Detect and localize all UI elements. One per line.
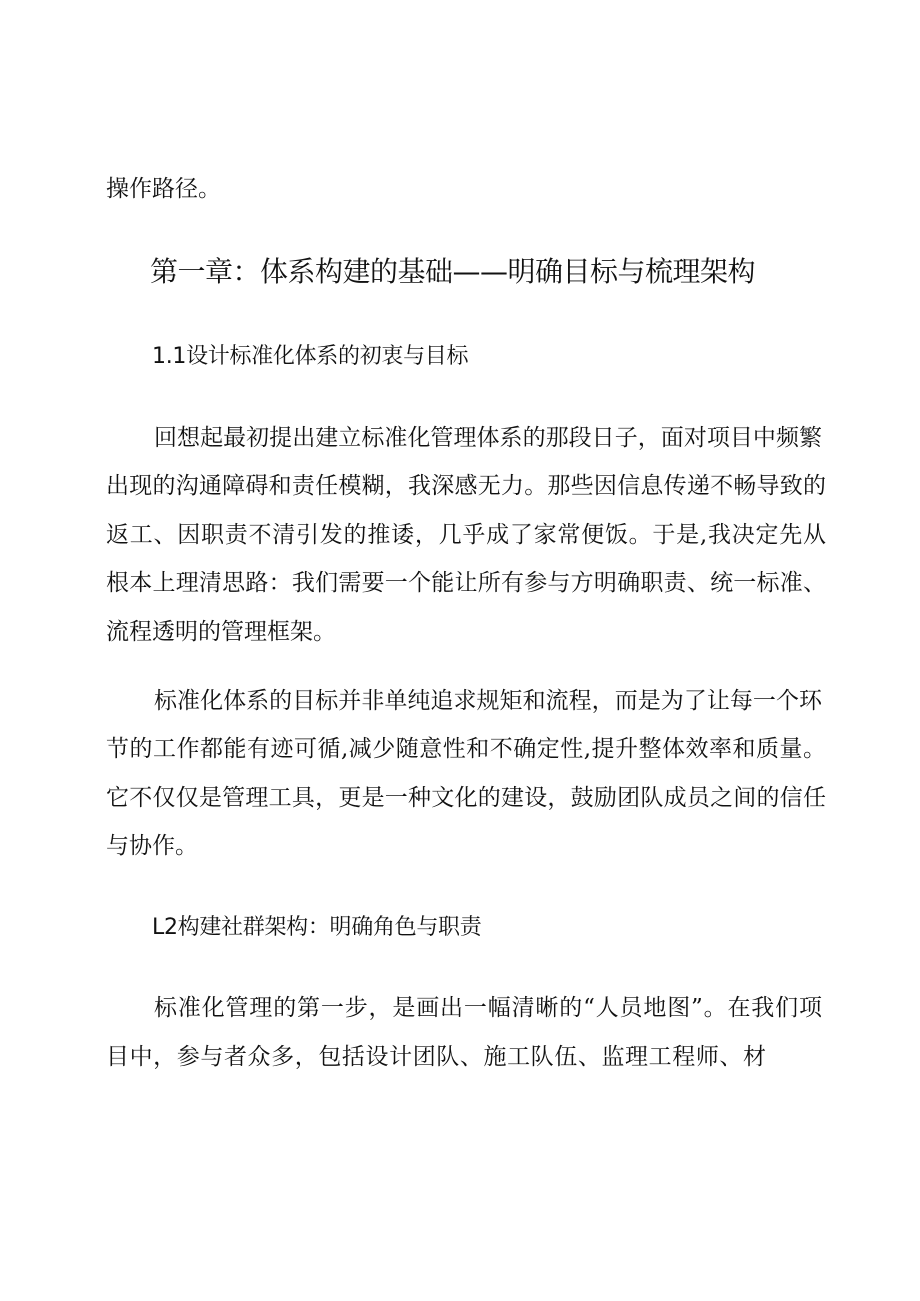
paragraph-line: 出现的沟通障碍和责任模糊，我深感无力。那些因信息传递不畅导致的: [106, 473, 826, 499]
section-heading-1-2: L2构建社群架构：明确角色与职责: [152, 915, 482, 940]
paragraph-line: 标准化管理的第一步，是画出一幅清晰的“人员地图”。在我们项: [154, 995, 822, 1021]
paragraph-line: 流程透明的管理框架。: [106, 619, 336, 645]
paragraph-line: 它不仅仅是管理工具，更是一种文化的建设，鼓励团队成员之间的信任: [106, 785, 826, 811]
paragraph-line: 根本上理清思路：我们需要一个能让所有参与方明确职责、统一标准、: [106, 570, 826, 596]
paragraph-line: 回想起最初提出建立标准化管理体系的那段日子，面对项目中频繁: [154, 425, 822, 451]
paragraph-line: 目中，参与者众多，包括设计团队、施工队伍、监理工程师、材: [106, 1044, 766, 1070]
paragraph-line: 返工、因职责不清引发的推诿，几乎成了家常便饭。于是,我决定先从: [106, 522, 826, 548]
chapter-title: 第一章：体系构建的基础——明确目标与梳理架构: [150, 255, 756, 288]
paragraph-line: 与协作。: [106, 833, 198, 859]
lead-line: 操作路径。: [106, 176, 221, 202]
paragraph-line: 标准化体系的目标并非单纯追求规矩和流程，而是为了让每一个环: [154, 688, 822, 714]
paragraph-line: 节的工作都能有迹可循,减少随意性和不确定性,提升整体效率和质量。: [106, 736, 826, 762]
section-heading-1-1: 1.1设计标准化体系的初衷与目标: [152, 344, 469, 369]
